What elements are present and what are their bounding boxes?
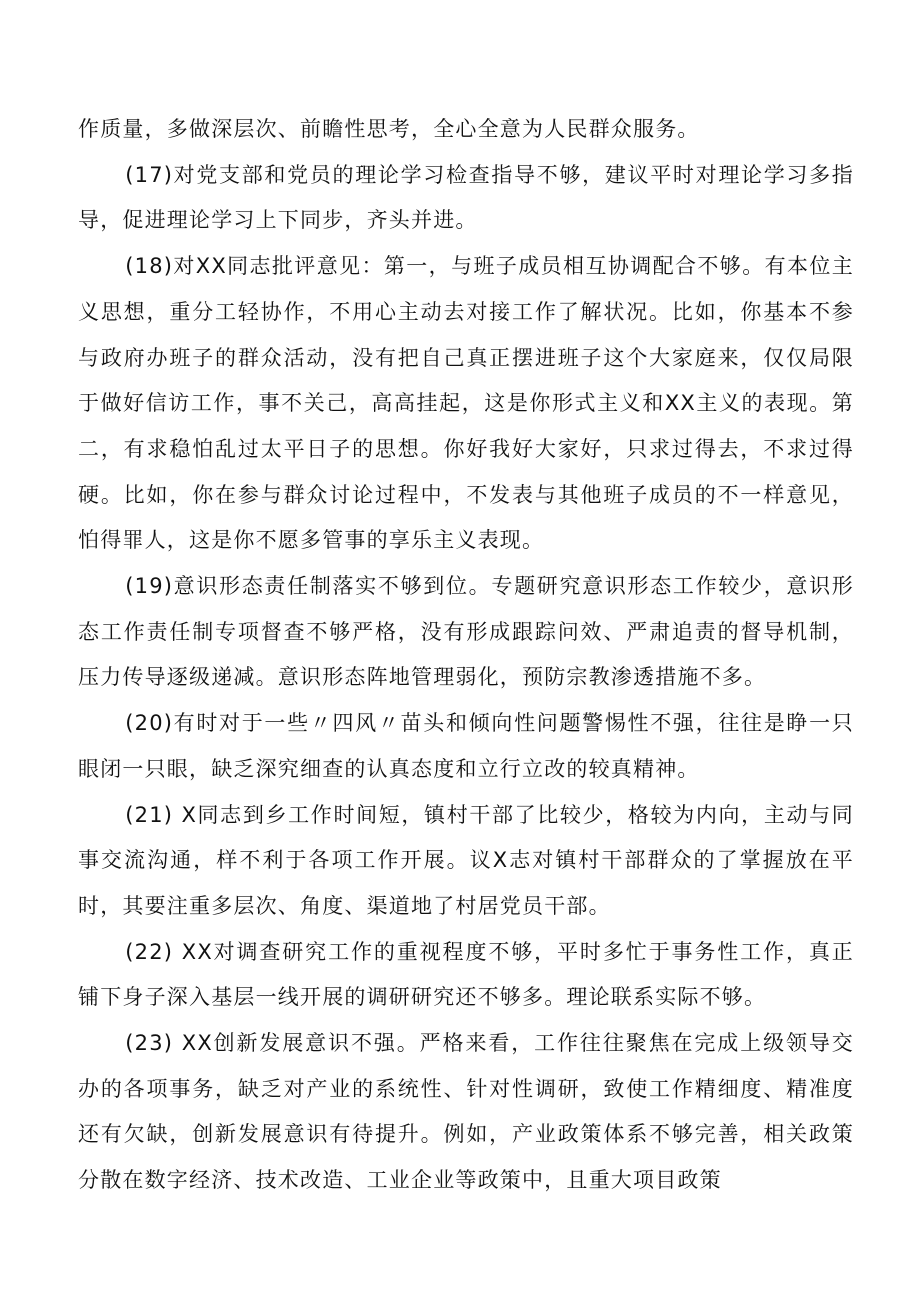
paragraph-18: (18)对XX同志批评意见：第一，与班子成员相互协调配合不够。有本位主义思想，重分工轻协作，不用心主动去对接工作了解状况。比如，你基本不参与政府办班子的群众活动，没有把自己真正摆进班子这个大家庭来，仅仅局限于做好信访工作，事不关己，高高挂起，这是你形式主义和XX主义的表现。第二，有求稳怕乱过太平日子的思想。你好我好大家好，只求过得去，不求过得硬。比如，你在参与群众讨论过程中，不发表与其他班子成员的不一样意见，怕得罪人，这是你不愿多管事的享乐主义表现。: [78, 254, 854, 553]
document-body: [78, 107, 854, 1204]
paragraph-20: (20)有时对于一些〃四风〃苗头和倾向性问题警惕性不强，往往是睁一只眼闭一只眼，缺乏深究细查的认真态度和立行立改的较真精神。: [78, 711, 854, 781]
paragraph-23: (23) XX创新发展意识不强。严格来看，工作往往聚焦在完成上级领导交办的各项事务，缺乏对产业的系统性、针对性调研，致使工作精细度、精准度还有欠缺，创新发展意识有待提升。例如，产业政策体系不够完善，相关政策分散在数字经济、技术改造、工业企业等政策中，且重大项目政策: [78, 1031, 854, 1193]
paragraph-continuation: 作质量，多做深层次、前瞻性思考，全心全意为人民群众服务。: [78, 117, 700, 141]
paragraph-17: (17)对党支部和党员的理论学习检查指导不够，建议平时对理论学习多指导，促进理论学习上下同步，齐头并进。: [78, 162, 854, 233]
paragraph-22: (22) XX对调查研究工作的重视程度不够，平时多忙于事务性工作，真正铺下身子深入基层一线开展的调研研究还不够多。理论联系实际不够。: [78, 939, 854, 1010]
paragraph-19: (19)意识形态责任制落实不够到位。专题研究意识形态工作较少，意识形态工作责任制专项督查不够严格，没有形成跟踪问效、严肃追责的督导机制，压力传导逐级递减。意识形态阵地管理弱化，预防宗教渗透措施不多。: [78, 574, 854, 690]
paragraph-21: (21) X同志到乡工作时间短，镇村干部了比较少，格较为内向，主动与同事交流沟通，样不利于各项工作开展。议X志对镇村干部群众的了掌握放在平时，其要注重多层次、角度、渠道地了村居党员干部。: [78, 802, 854, 918]
